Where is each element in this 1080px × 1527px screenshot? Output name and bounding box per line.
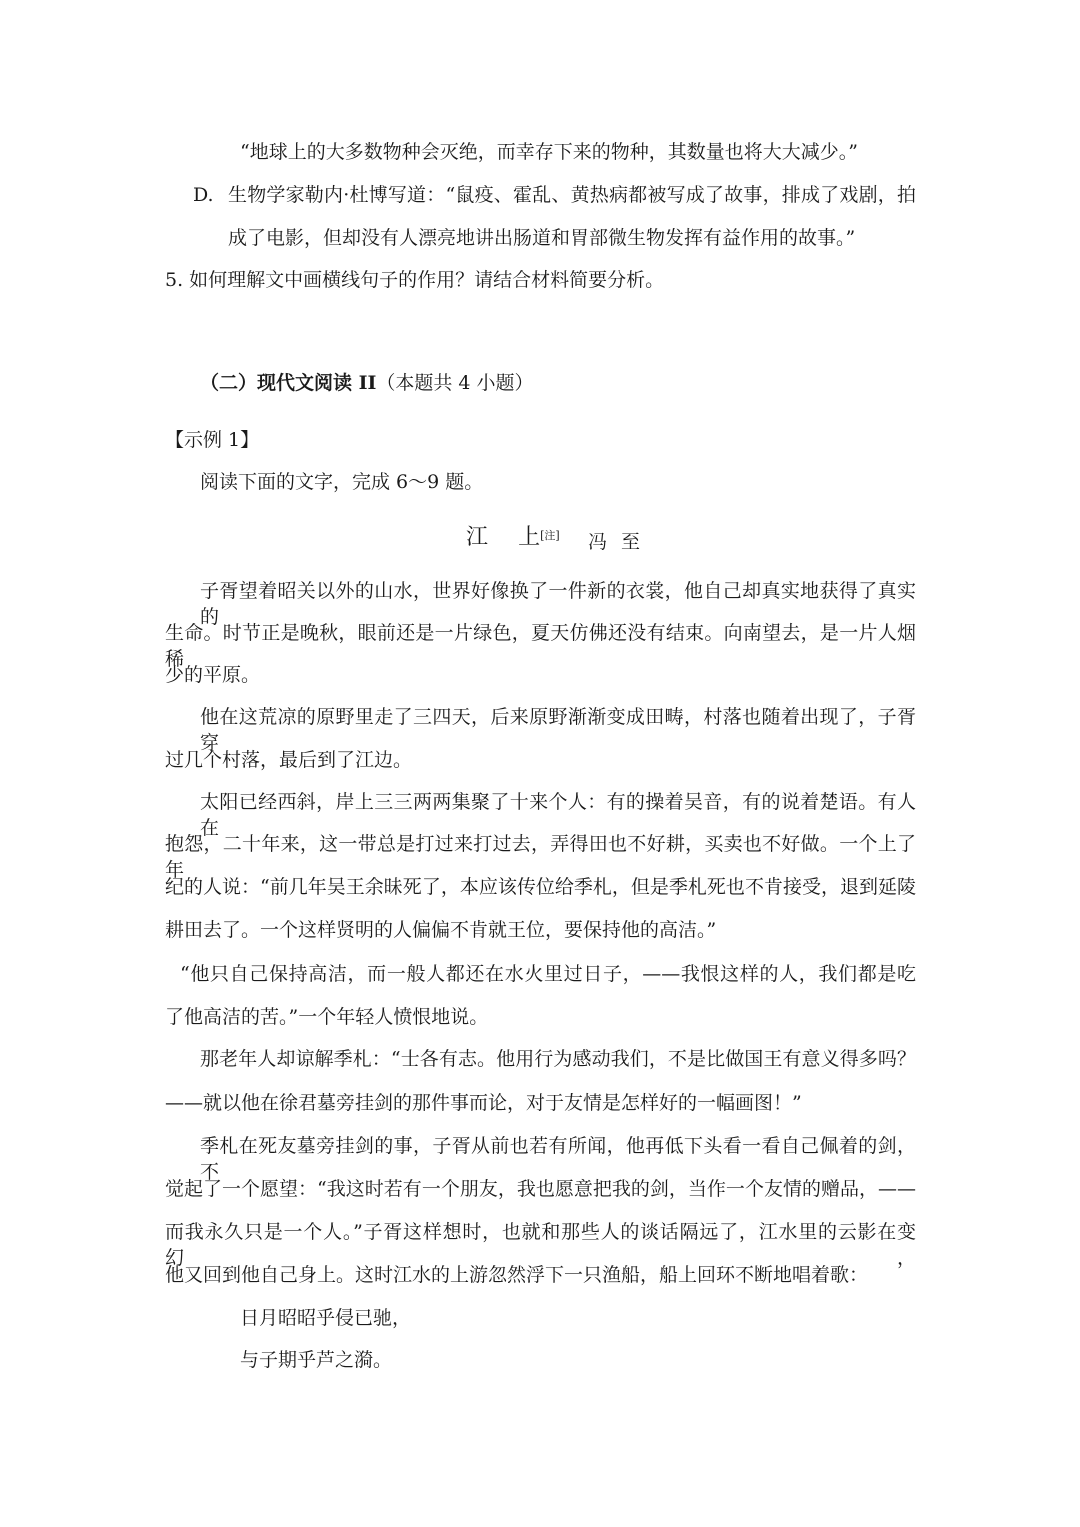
body-line: 子胥望着昭关以外的山水，世界好像换了一件新的衣裳，他自己却真实地获得了真实的 xyxy=(200,580,916,628)
option-c-continuation: “地球上的大多数物种会灭绝，而幸存下来的物种，其数量也将大大减少。” xyxy=(240,141,858,163)
question-5: 5. 如何理解文中画横线句子的作用？请结合材料简要分析。 xyxy=(165,269,665,291)
body-line: 生命。时节正是晚秋，眼前还是一片绿色，夏天仿佛还没有结束。向南望去，是一片人烟稀 xyxy=(165,622,916,670)
body-line: 抱怨，二十年来，这一带总是打过来打过去，弄得田也不好耕，买卖也不好做。一个上了年 xyxy=(165,833,916,881)
body-line: “他只自己保持高洁，而一般人都还在水火里过日子，——我恨这样的人，我们都是吃 xyxy=(180,963,916,985)
option-d-label: D. xyxy=(193,184,214,206)
title-footnote-mark: [注] xyxy=(540,529,560,542)
song-line: 日月昭昭乎侵已驰， xyxy=(240,1307,412,1329)
title-char-2: 上 xyxy=(518,525,541,550)
body-line: 纪的人说：“前几年吴王余昧死了，本应该传位给季札，但是季札死也不肯接受，退到延陵 xyxy=(165,876,916,898)
body-line: ——就以他在徐君墓旁挂剑的那件事而论，对于友情是怎样好的一幅画图！” xyxy=(165,1092,802,1114)
example-label: 【示例 1】 xyxy=(165,429,260,451)
section-heading-bold: （二）现代文阅读 II xyxy=(200,372,377,394)
article-author: 冯至 xyxy=(588,531,655,553)
instruction: 阅读下面的文字，完成 6～9 题。 xyxy=(200,471,484,493)
body-line: 太阳已经西斜，岸上三三两两集聚了十来个人：有的操着吴音，有的说着楚语。有人在 xyxy=(200,791,916,839)
body-line: 他又回到他自己身上。这时江水的上游忽然浮下一只渔船，船上回环不断地唱着歌： xyxy=(165,1264,869,1286)
title-char-1: 江 xyxy=(466,525,489,550)
song-line: 与子期乎芦之漪。 xyxy=(240,1349,393,1371)
body-line: 少的平原。 xyxy=(165,664,261,686)
option-d-text-line1: 生物学家勒内·杜博写道：“鼠疫、霍乱、黄热病都被写成了故事，排成了戏剧，拍 xyxy=(228,184,916,206)
body-line: 那老年人却谅解季札：“士各有志。他用行为感动我们，不是比做国王有意义得多吗？ xyxy=(200,1048,916,1070)
body-line: 过几个村落，最后到了江边。 xyxy=(165,749,413,771)
body-line: 季札在死友墓旁挂剑的事，子胥从前也若有所闻，他再低下头看一看自己佩着的剑，不 xyxy=(200,1135,916,1183)
body-line: 觉起了一个愿望：“我这时若有一个朋友，我也愿意把我的剑，当作一个友情的赠品，—— xyxy=(165,1178,916,1200)
option-d-text-line2: 成了电影，但却没有人漂亮地讲出肠道和胃部微生物发挥有益作用的故事。” xyxy=(228,227,856,249)
article-title xyxy=(466,525,560,551)
body-line: 他在这荒凉的原野里走了三四天，后来原野渐渐变成田畴，村落也随着出现了，子胥穿 xyxy=(200,706,916,754)
section-heading xyxy=(200,370,534,396)
body-line: 耕田去了。一个这样贤明的人偏偏不肯就王位，要保持他的高洁。” xyxy=(165,919,717,941)
body-line: 了他高洁的苦。”一个年轻人愤恨地说。 xyxy=(165,1006,489,1028)
body-line: 而我永久只是一个人。”子胥这样想时，也就和那些人的谈话隔远了，江水里的云影在变幻， xyxy=(165,1221,916,1269)
section-heading-note: （本题共 4 小题） xyxy=(376,372,534,394)
